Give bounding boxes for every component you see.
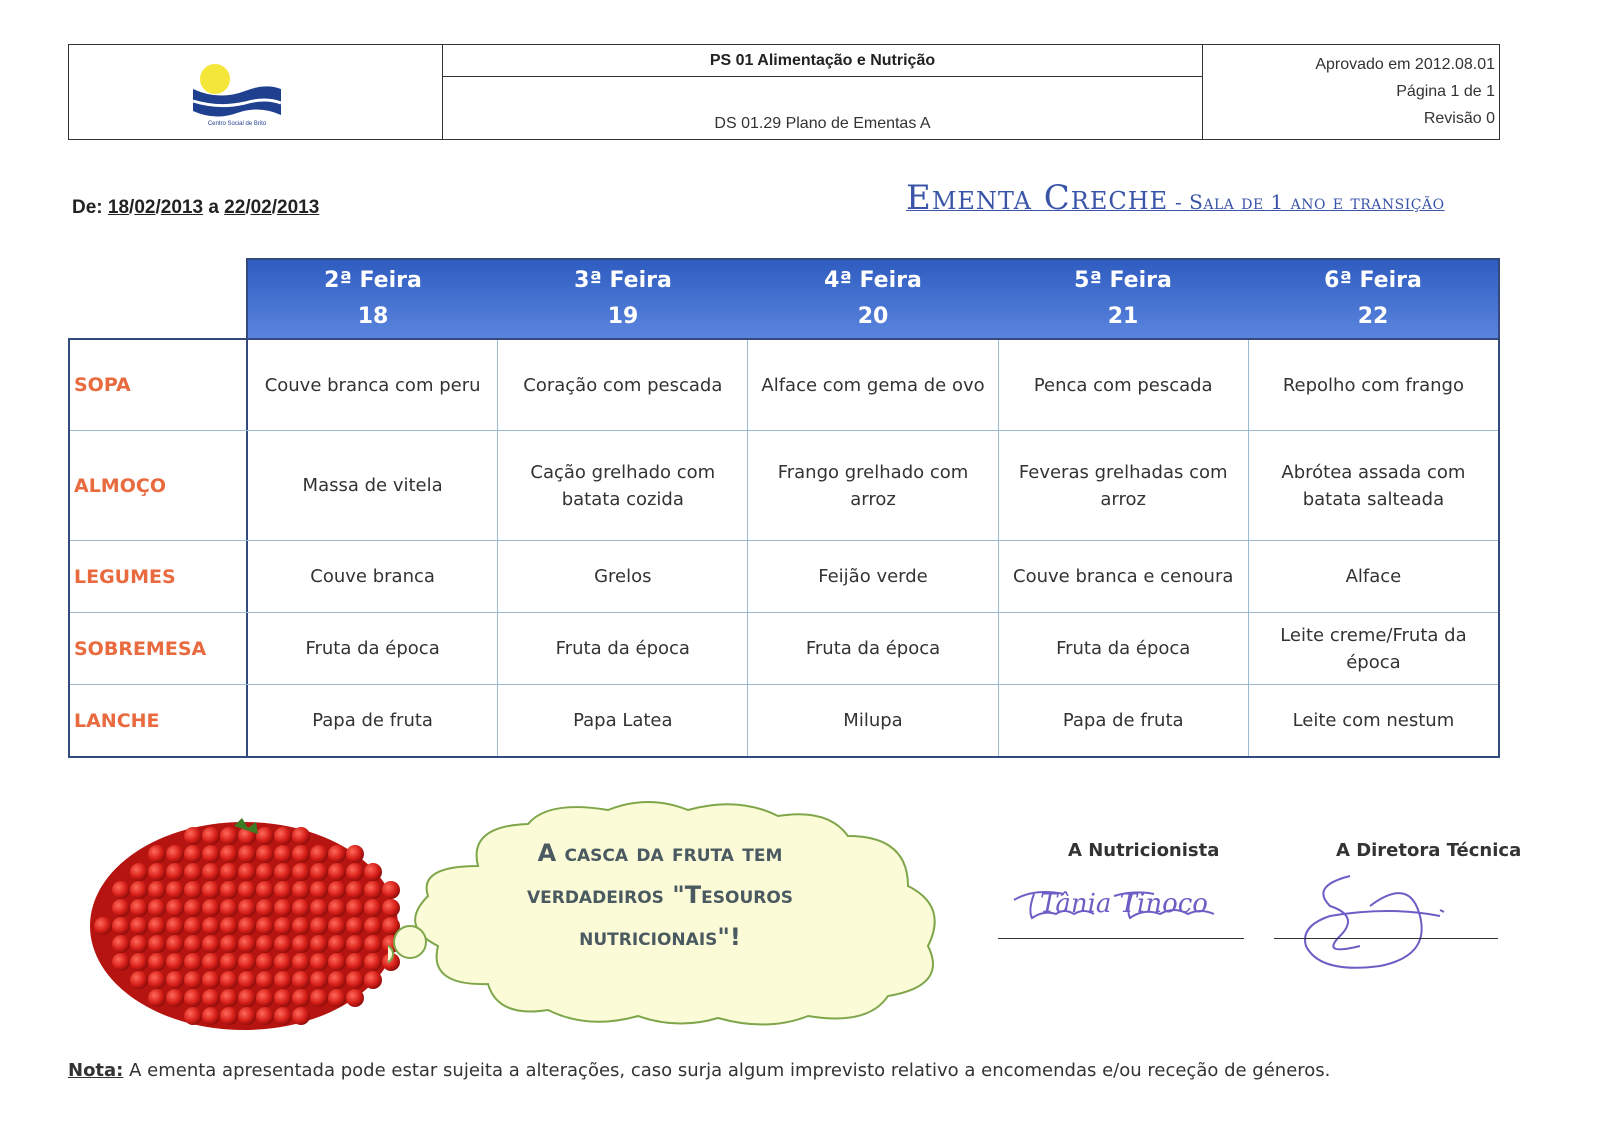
tomato-shape (130, 935, 148, 953)
menu-cell: Fruta da época (998, 613, 1248, 684)
document-header (68, 44, 1500, 140)
tomato-shape (292, 935, 310, 953)
tomato-shape (292, 863, 310, 881)
tomato-shape (166, 863, 184, 881)
tomato-shape (112, 917, 130, 935)
tomato-shape (274, 845, 292, 863)
tomato-shape (310, 953, 328, 971)
tomato-shape (292, 1007, 310, 1025)
tomato-shape (130, 899, 148, 917)
tomato-shape (274, 971, 292, 989)
tomato-shape (148, 881, 166, 899)
tomato-shape (328, 899, 346, 917)
menu-cell: Leite com nestum (1248, 685, 1498, 756)
tomato-shape (346, 989, 364, 1007)
tomato-shape (112, 881, 130, 899)
tomato-shape (346, 845, 364, 863)
tomato-shape (202, 881, 220, 899)
tomato-shape (184, 863, 202, 881)
tomato-shape (202, 863, 220, 881)
tomato-shape (238, 935, 256, 953)
tomato-shape (256, 953, 274, 971)
menu-cell: Coração com pescada (497, 340, 747, 430)
tomato-shape (274, 917, 292, 935)
director-label: A Diretora Técnica (1336, 840, 1522, 861)
nutritionist-signature-text: Tânia Tinoco (1040, 889, 1208, 919)
menu-cell: Fruta da época (497, 613, 747, 684)
menu-cell: Frango grelhado com arroz (747, 431, 997, 540)
menu-cell: Massa de vitela (302, 475, 443, 496)
tomato-shape (220, 881, 238, 899)
tomato-shape (274, 989, 292, 1007)
tomato-shape (220, 989, 238, 1007)
tomato-shape (292, 881, 310, 899)
menu-table (68, 258, 1500, 758)
tomato-shape (364, 917, 382, 935)
director-signature-line (1274, 938, 1498, 939)
tomato-shape (148, 971, 166, 989)
header-title-cell (443, 45, 1203, 139)
tomato-shape (328, 935, 346, 953)
menu-cell: Alface (1248, 541, 1498, 612)
row-label: SOBREMESA (70, 613, 248, 684)
tomato-shape (166, 881, 184, 899)
tomato-shape (166, 953, 184, 971)
menu-cell: Leite creme/Fruta da época (1248, 613, 1498, 684)
tomato-shape (238, 863, 256, 881)
tomato-shape (202, 845, 220, 863)
note-text: A ementa apresentada pode estar sujeita a alterações, caso surja algum imprevisto relativo a encomendas e/ou receção de géneros. (123, 1060, 1331, 1081)
date-separator: / (245, 197, 251, 218)
tomatoes-image (84, 816, 402, 1034)
tomato-shape (292, 899, 310, 917)
menu-cell: Grelos (497, 541, 747, 612)
menu-title-dash: - (1168, 190, 1190, 214)
tomato-shape (148, 935, 166, 953)
tomato-shape (184, 1007, 202, 1025)
tomato-shape (256, 845, 274, 863)
tomato-shape (220, 899, 238, 917)
tomato-shape (346, 971, 364, 989)
tomato-shape (292, 971, 310, 989)
tomato-shape (166, 935, 184, 953)
tomato-shape (364, 953, 382, 971)
tomato-shape (364, 899, 382, 917)
tomato-shape (346, 917, 364, 935)
date-separator: / (155, 197, 161, 218)
tomato-shape (274, 881, 292, 899)
tomato-shape (328, 863, 346, 881)
nutrition-tip-line: nutricionais"! (579, 923, 741, 951)
tomato-shape (256, 935, 274, 953)
tomato-shape (310, 881, 328, 899)
tomato-shape (274, 953, 292, 971)
tomato-shape (256, 827, 274, 845)
date-range (72, 197, 319, 219)
day-header (498, 260, 748, 338)
tomato-shape (112, 935, 130, 953)
tomato-shape (130, 953, 148, 971)
tomato-shape (364, 935, 382, 953)
tomato-shape (364, 881, 382, 899)
date-separator: / (271, 197, 278, 218)
tomato-shape (184, 935, 202, 953)
nutritionist-signature (1004, 880, 1244, 930)
menu-row (70, 684, 1498, 756)
row-label: LEGUMES (70, 541, 248, 612)
tomato-shape (292, 989, 310, 1007)
tomato-shape (166, 917, 184, 935)
tomato-shape (184, 971, 202, 989)
tomato-shape (130, 971, 148, 989)
tomato-shape (364, 863, 382, 881)
tomato-shape (238, 953, 256, 971)
day-date: 22 (1357, 304, 1389, 329)
nutrition-tip-line: verdadeiros "Tesouros (526, 881, 794, 909)
tomato-shape (112, 953, 130, 971)
tomato-shape (256, 971, 274, 989)
tomato-shape (202, 827, 220, 845)
to-day: 22 (224, 197, 246, 218)
from-day: 18 (107, 197, 130, 218)
document-subtitle: DS 01.29 Plano de Ementas A (714, 115, 931, 132)
tomato-shape (148, 899, 166, 917)
day-date: 19 (607, 304, 639, 329)
tomato-shape (220, 1007, 238, 1025)
row-label: LANCHE (70, 685, 248, 756)
tomato-shape (292, 845, 310, 863)
tomato-shape (202, 935, 220, 953)
tomato-shape (220, 935, 238, 953)
tomato-shape (166, 899, 184, 917)
menu-cell: Repolho com frango (1248, 340, 1498, 430)
tomato-shape (274, 935, 292, 953)
from-year: 2013 (160, 197, 204, 218)
menu-grid (68, 338, 1500, 758)
day-header-row (246, 258, 1500, 338)
approval-date: Aprovado em 2012.08.01 (1315, 55, 1495, 73)
tomato-shape (220, 917, 238, 935)
tomato-shape (94, 917, 112, 935)
tomato-shape (148, 953, 166, 971)
date-connector: a (208, 197, 219, 218)
tomato-shape (148, 845, 166, 863)
day-name: 5ª Feira (1074, 268, 1172, 293)
menu-cell: Cação grelhado com batata cozida (497, 431, 747, 540)
menu-cell: Fruta da época (747, 613, 997, 684)
tomato-shape (148, 917, 166, 935)
tomato-shape (184, 827, 202, 845)
day-name: 4ª Feira (824, 268, 922, 293)
nutrition-tip (470, 832, 850, 958)
menu-cell: Couve branca (310, 566, 435, 587)
menu-row (70, 540, 1498, 612)
to-month: 02 (250, 197, 272, 218)
tomato-shape (310, 935, 328, 953)
director-signature (1290, 866, 1470, 974)
tomato-shape (274, 1007, 292, 1025)
menu-cell: Alface com gema de ovo (747, 340, 997, 430)
row-label: SOPA (70, 340, 248, 430)
tomato-shape (256, 989, 274, 1007)
to-year: 2013 (277, 197, 320, 218)
tomato-shape (256, 863, 274, 881)
tomato-shape (238, 1007, 256, 1025)
logo-cell (69, 45, 443, 139)
tomato-shape (310, 917, 328, 935)
menu-cell: Papa Latea (497, 685, 747, 756)
nutritionist-signature-line (998, 938, 1244, 939)
menu-cell: Papa de fruta (998, 685, 1248, 756)
tomato-shape (328, 917, 346, 935)
day-date: 20 (857, 304, 889, 329)
menu-cell: Abrótea assada com batata salteada (1248, 431, 1498, 540)
tomato-shape (274, 827, 292, 845)
tomato-shape (364, 971, 382, 989)
tomato-shape (184, 881, 202, 899)
tomato-shape (238, 845, 256, 863)
tomato-shape (328, 953, 346, 971)
menu-cell: Feijão verde (747, 541, 997, 612)
tomato-shape (202, 1007, 220, 1025)
tomato-shape (256, 881, 274, 899)
tomato-shape (166, 971, 184, 989)
tomato-shape (202, 953, 220, 971)
tomato-shape (328, 881, 346, 899)
tomato-shape (346, 935, 364, 953)
tomato-shape (238, 989, 256, 1007)
tomato-shape (220, 953, 238, 971)
day-date: 21 (1107, 304, 1139, 329)
footer-note (68, 1060, 1330, 1081)
tomato-shape (220, 863, 238, 881)
tomato-shape (346, 881, 364, 899)
tomato-shape (310, 863, 328, 881)
tomato-shape (166, 845, 184, 863)
day-date: 18 (357, 304, 389, 329)
menu-cell: Couve branca com peru (264, 374, 481, 396)
tomato-shape (202, 989, 220, 1007)
tomato-shape (166, 989, 184, 1007)
from-month: 02 (134, 197, 156, 218)
tomato-shape (202, 917, 220, 935)
tomato-shape (292, 827, 310, 845)
row-label: ALMOÇO (70, 431, 248, 540)
tomato-shape (328, 989, 346, 1007)
tomato-shape (184, 953, 202, 971)
document-title: PS 01 Alimentação e Nutrição (443, 45, 1202, 77)
tomato-shape (256, 1007, 274, 1025)
nutritionist-label: A Nutricionista (1068, 840, 1220, 861)
revision-number: Revisão 0 (1423, 110, 1495, 128)
tomato-shape (238, 917, 256, 935)
menu-cell: Penca com pescada (998, 340, 1248, 430)
tomato-shape (346, 899, 364, 917)
tomato-shape (202, 971, 220, 989)
day-header (248, 260, 498, 338)
date-separator: / (129, 197, 135, 218)
tomato-shape (184, 845, 202, 863)
menu-cell: Fruta da época (305, 638, 440, 659)
page-number: Página 1 de 1 (1396, 82, 1495, 100)
tomato-shape (328, 845, 346, 863)
tomato-shape (310, 845, 328, 863)
tomato-shape (130, 881, 148, 899)
menu-cell: Feveras grelhadas com arroz (998, 431, 1248, 540)
tomato-shape (130, 917, 148, 935)
tomato-shape (220, 971, 238, 989)
tomato-shape (292, 953, 310, 971)
menu-title-main: Ementa Creche (906, 178, 1169, 218)
menu-title (906, 178, 1445, 218)
tomato-shape (184, 899, 202, 917)
tomato-shape (220, 827, 238, 845)
day-header (748, 260, 998, 338)
menu-cell: Couve branca e cenoura (998, 541, 1248, 612)
tomato-shape (292, 917, 310, 935)
tomato-shape (148, 863, 166, 881)
tomato-shape (220, 845, 238, 863)
day-header (998, 260, 1248, 338)
menu-row (70, 340, 1498, 430)
tomato-shape (256, 917, 274, 935)
day-name: 2ª Feira (324, 268, 422, 293)
day-name: 3ª Feira (574, 268, 672, 293)
menu-row (70, 430, 1498, 540)
note-label: Nota: (68, 1060, 124, 1081)
tomato-shape (346, 863, 364, 881)
tomato-shape (112, 899, 130, 917)
tomato-shape (202, 899, 220, 917)
tomato-shape (184, 917, 202, 935)
menu-row (70, 612, 1498, 684)
tomato-shape (238, 881, 256, 899)
tomato-shape (148, 989, 166, 1007)
tomato-shape (310, 899, 328, 917)
tomato-shape (256, 899, 274, 917)
tomato-shape (130, 863, 148, 881)
menu-cell: Papa de fruta (312, 710, 433, 731)
nutrition-tip-line: A casca da fruta tem (537, 839, 783, 867)
tomato-shape (238, 899, 256, 917)
menu-title-sub: Sala de 1 ano e transição (1189, 190, 1445, 214)
tomato-shape (238, 971, 256, 989)
tomato-shape (274, 863, 292, 881)
day-name: 6ª Feira (1324, 268, 1422, 293)
tomato-shape (328, 971, 346, 989)
date-range-label: De: (72, 197, 103, 218)
tomato-shape (274, 899, 292, 917)
tomato-shape (310, 971, 328, 989)
logo-icon (69, 45, 443, 139)
tomato-shape (184, 989, 202, 1007)
tomato-shape (346, 953, 364, 971)
header-meta-cell (1203, 45, 1499, 139)
tomato-shape (310, 989, 328, 1007)
menu-cell: Milupa (747, 685, 997, 756)
day-header (1248, 260, 1498, 338)
logo-text: Centro Social de Brito (207, 121, 267, 127)
